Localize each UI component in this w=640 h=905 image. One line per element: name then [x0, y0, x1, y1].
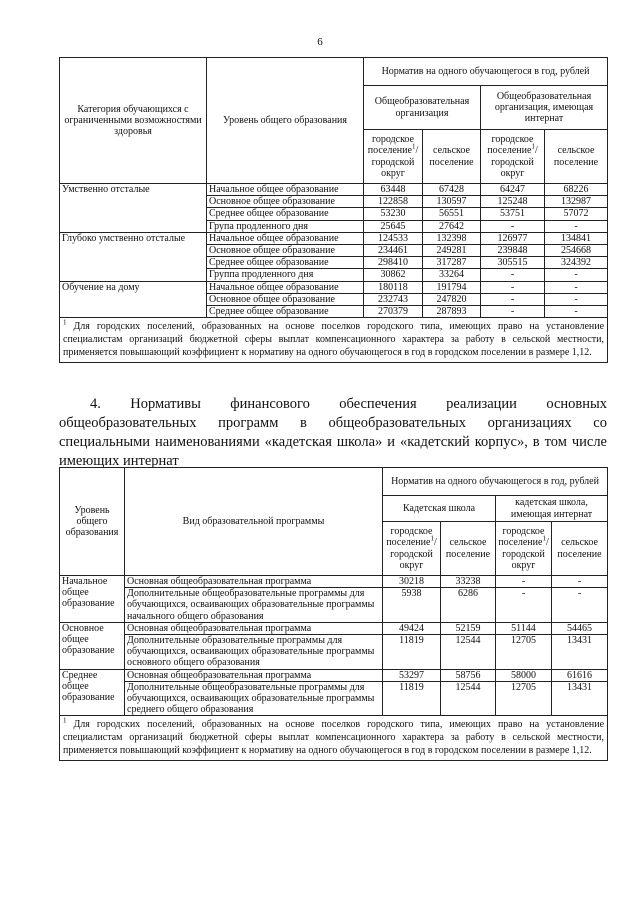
table1-footnote: $^1$ Для городских поселений, образованных на основе поселков городского типа, имеющих право на установление специалистам организаций бюджетной сферы выплат компенсационного характера за работу в сельской местности, применяется повышающий коэффициент к нормативу на одного обучающегося в год в городском поселении в размере 1,12. — [60, 318, 608, 363]
level-cell: Основное общее образование — [207, 293, 364, 305]
program-cell: Дополнительные общеобразовательные программы для обучающихся, осваивающих образовательные программы начального общего образования — [125, 588, 383, 623]
header-category: Категория обучающихся с ограниченными возможностями здоровья — [60, 58, 207, 184]
value-cell: 33238 — [441, 576, 496, 588]
header-urban: городское поселение$^1$/ городской округ — [383, 522, 441, 576]
value-cell: - — [545, 281, 608, 293]
value-cell: 180118 — [364, 281, 423, 293]
value-cell: - — [545, 305, 608, 317]
value-cell: 132398 — [423, 232, 481, 244]
value-cell: 58756 — [441, 669, 496, 681]
level-cell: Среднее общее образование — [60, 669, 125, 716]
table2-footnote: $^1$ Для городских поселений, образованных на основе поселков городского типа, имеющих право на установление специалистам организаций бюджетной сферы выплат компенсационного характера за работу в сельской местности, применяется повышающий коэффициент к нормативу на одного обучающегося в год в городском поселении в размере 1,12. — [60, 716, 608, 761]
value-cell: - — [545, 293, 608, 305]
value-cell: 64247 — [481, 184, 545, 196]
value-cell: 53297 — [383, 669, 441, 681]
level-cell: Основное общее образование — [207, 196, 364, 208]
value-cell: - — [552, 588, 608, 623]
value-cell: 53751 — [481, 208, 545, 220]
value-cell: 13431 — [552, 634, 608, 669]
level-cell: Начальное общее образование — [207, 184, 364, 196]
value-cell: 54465 — [552, 622, 608, 634]
value-cell: 132987 — [545, 196, 608, 208]
value-cell: 239848 — [481, 244, 545, 256]
program-cell: Основная общеобразовательная программа — [125, 622, 383, 634]
level-cell: Группа продленного дня — [207, 269, 364, 281]
value-cell: 58000 — [496, 669, 552, 681]
value-cell: 57072 — [545, 208, 608, 220]
value-cell: - — [545, 220, 608, 232]
value-cell: - — [545, 269, 608, 281]
value-cell: 51144 — [496, 622, 552, 634]
value-cell: 5938 — [383, 588, 441, 623]
header-cadet: Кадетская школа — [383, 496, 496, 522]
value-cell: - — [481, 281, 545, 293]
header-urban-boarding: городское поселение$^1$/ городской округ — [496, 522, 552, 576]
value-cell: 12544 — [441, 681, 496, 716]
program-cell: Дополнительные образовательные программы для обучающихся, осваивающих образовательные программы основного общего образования — [125, 634, 383, 669]
value-cell: 67428 — [423, 184, 481, 196]
page-number: 6 — [317, 36, 323, 48]
value-cell: - — [481, 220, 545, 232]
value-cell: 11819 — [383, 681, 441, 716]
level-cell: Основное общее образование — [207, 244, 364, 256]
table-row — [60, 232, 608, 244]
value-cell: - — [496, 588, 552, 623]
table-row — [60, 588, 608, 623]
header-rural: сельское поселение — [423, 130, 481, 184]
value-cell: - — [481, 269, 545, 281]
value-cell: 134841 — [545, 232, 608, 244]
value-cell: 12705 — [496, 681, 552, 716]
value-cell: 125248 — [481, 196, 545, 208]
level-cell: Група продленного дня — [207, 220, 364, 232]
level-cell: Основное общее образование — [60, 622, 125, 669]
value-cell: 124533 — [364, 232, 423, 244]
level-cell: Среднее общее образование — [207, 208, 364, 220]
value-cell: 30218 — [383, 576, 441, 588]
header-urban-boarding: городское поселение$^1$/ городской округ — [481, 130, 545, 184]
category-cell: Обучение на дому — [60, 281, 207, 318]
program-cell: Основная общеобразовательная программа — [125, 669, 383, 681]
header-cadet-boarding: кадетская школа, имеющая интернат — [496, 496, 608, 522]
header-normative: Норматив на одного обучающегося в год, рублей — [383, 468, 608, 496]
table-row — [60, 281, 608, 293]
table-row — [60, 669, 608, 681]
value-cell: 254668 — [545, 244, 608, 256]
level-cell: Начальное общее образование — [207, 281, 364, 293]
level-cell: Среднее общее образование — [207, 305, 364, 317]
category-cell: Умственно отсталые — [60, 184, 207, 233]
value-cell: 52159 — [441, 622, 496, 634]
value-cell: 270379 — [364, 305, 423, 317]
value-cell: 298410 — [364, 257, 423, 269]
value-cell: 49424 — [383, 622, 441, 634]
header-normative: Норматив на одного обучающегося в год, рублей — [364, 58, 608, 86]
value-cell: 287893 — [423, 305, 481, 317]
value-cell: 27642 — [423, 220, 481, 232]
value-cell: - — [496, 576, 552, 588]
value-cell: - — [552, 576, 608, 588]
value-cell: 122858 — [364, 196, 423, 208]
category-cell: Глубоко умственно отсталые — [60, 232, 207, 281]
header-rural-boarding: сельское поселение — [552, 522, 608, 576]
value-cell: 12544 — [441, 634, 496, 669]
table-row — [60, 634, 608, 669]
value-cell: 234461 — [364, 244, 423, 256]
program-cell: Основная общеобразовательная программа — [125, 576, 383, 588]
value-cell: 25645 — [364, 220, 423, 232]
value-cell: 247820 — [423, 293, 481, 305]
header-urban: городское поселение$^1$/ городской округ — [364, 130, 423, 184]
header-level: Уровень общего образования — [60, 468, 125, 576]
table-row — [60, 622, 608, 634]
value-cell: 68226 — [545, 184, 608, 196]
table-row — [60, 576, 608, 588]
value-cell: 61616 — [552, 669, 608, 681]
value-cell: 249281 — [423, 244, 481, 256]
header-org-boarding: Общеобразовательная организация, имеющая интернат — [481, 86, 608, 130]
value-cell: 317287 — [423, 257, 481, 269]
value-cell: 12705 — [496, 634, 552, 669]
section-heading: 4. Нормативы финансового обеспечения реализации основных общеобразовательных программ в общеобразовательных организациях со специальными наименованиями «кадетская школа» и «кадетский корпус», в том числе имеющих интернат — [59, 396, 607, 469]
header-rural: сельское поселение — [441, 522, 496, 576]
value-cell: 63448 — [364, 184, 423, 196]
value-cell: 13431 — [552, 681, 608, 716]
value-cell: 130597 — [423, 196, 481, 208]
value-cell: 53230 — [364, 208, 423, 220]
level-cell: Среднее общее образование — [207, 257, 364, 269]
value-cell: 30862 — [364, 269, 423, 281]
program-cell: Дополнительные общеобразовательные программы для обучающихся, осваивающих образовательные программы среднего общего образования — [125, 681, 383, 716]
value-cell: 232743 — [364, 293, 423, 305]
value-cell: 191794 — [423, 281, 481, 293]
header-org-general: Общеобразовательная организация — [364, 86, 481, 130]
table-row — [60, 681, 608, 716]
level-cell: Начальное общее образование — [60, 576, 125, 623]
value-cell: 324392 — [545, 257, 608, 269]
header-program: Вид образовательной программы — [125, 468, 383, 576]
table-row — [60, 184, 608, 196]
value-cell: - — [481, 305, 545, 317]
level-cell: Начальное общее образование — [207, 232, 364, 244]
value-cell: 56551 — [423, 208, 481, 220]
value-cell: 33264 — [423, 269, 481, 281]
value-cell: 126977 — [481, 232, 545, 244]
normatives-table-disabilities — [59, 57, 608, 363]
normatives-table-cadet — [59, 467, 608, 761]
header-level: Уровень общего образования — [207, 58, 364, 184]
header-rural-boarding: сельское поселение — [545, 130, 608, 184]
value-cell: 11819 — [383, 634, 441, 669]
value-cell: 305515 — [481, 257, 545, 269]
value-cell: - — [481, 293, 545, 305]
value-cell: 6286 — [441, 588, 496, 623]
